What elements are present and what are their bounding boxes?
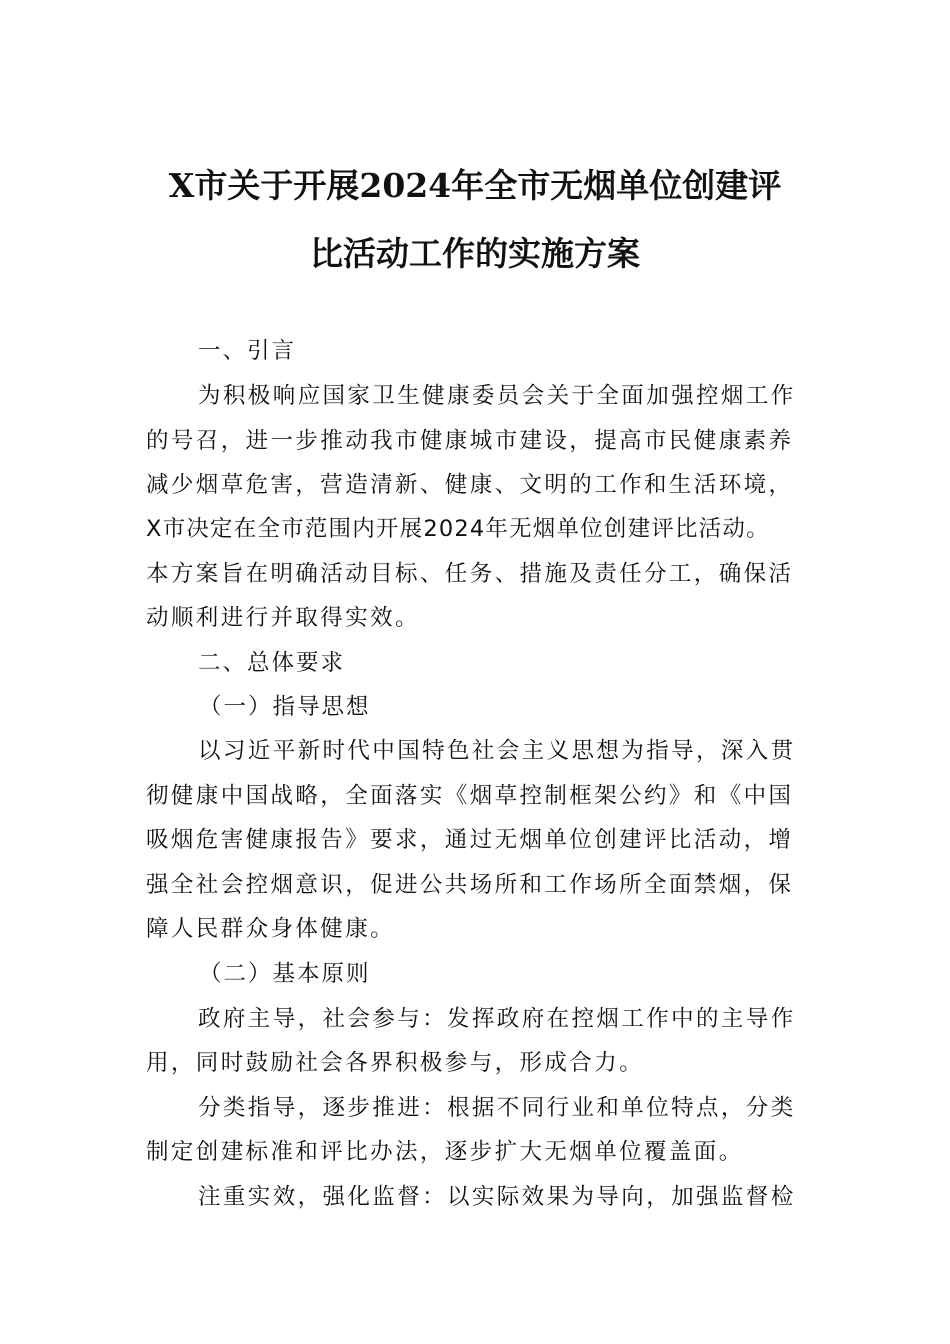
section-heading-requirements: 二、总体要求 (198, 650, 346, 676)
paragraph-line: 减少烟草危害，营造清新、健康、文明的工作和生活环境， (146, 472, 794, 498)
paragraph-line: 用，同时鼓励社会各界积极参与，形成合力。 (146, 1050, 645, 1076)
paragraph-line: 制定创建标准和评比办法，逐步扩大无烟单位覆盖面。 (146, 1139, 744, 1165)
document-title-line-2: 比活动工作的实施方案 (310, 234, 640, 273)
paragraph-line: 彻健康中国战略，全面落实《烟草控制框架公约》和《中国 (146, 783, 794, 809)
paragraph-line: 为积极响应国家卫生健康委员会关于全面加强控烟工作 (198, 383, 796, 409)
paragraph-line: 以习近平新时代中国特色社会主义思想为指导，深入贯 (198, 738, 796, 764)
paragraph-line: 的号召，进一步推动我市健康城市建设，提高市民健康素养 (146, 428, 794, 454)
section-heading-intro: 一、引言 (198, 338, 297, 364)
paragraph-line: 吸烟危害健康报告》要求，通过无烟单位创建评比活动，增 (146, 827, 794, 853)
document-title-line-1: X市关于开展2024年全市无烟单位创建评 (168, 166, 782, 205)
paragraph-line: 注重实效，强化监督：以实际效果为导向，加强监督检 (198, 1184, 796, 1210)
paragraph-line: 障人民群众身体健康。 (146, 916, 396, 942)
paragraph-line: 政府主导，社会参与：发挥政府在控烟工作中的主导作 (198, 1006, 796, 1032)
paragraph-line: 动顺利进行并取得实效。 (146, 605, 420, 631)
subsection-heading-basic-principles: （二）基本原则 (199, 961, 371, 987)
paragraph-line: 本方案旨在明确活动目标、任务、措施及责任分工，确保活 (146, 561, 794, 587)
paragraph-line: 强全社会控烟意识，促进公共场所和工作场所全面禁烟，保 (146, 872, 794, 898)
paragraph-line: 分类指导，逐步推进：根据不同行业和单位特点，分类 (198, 1095, 796, 1121)
subsection-heading-guiding-ideology: （一）指导思想 (199, 694, 371, 720)
paragraph-line: X市决定在全市范围内开展2024年无烟单位创建评比活动。 (146, 516, 770, 542)
